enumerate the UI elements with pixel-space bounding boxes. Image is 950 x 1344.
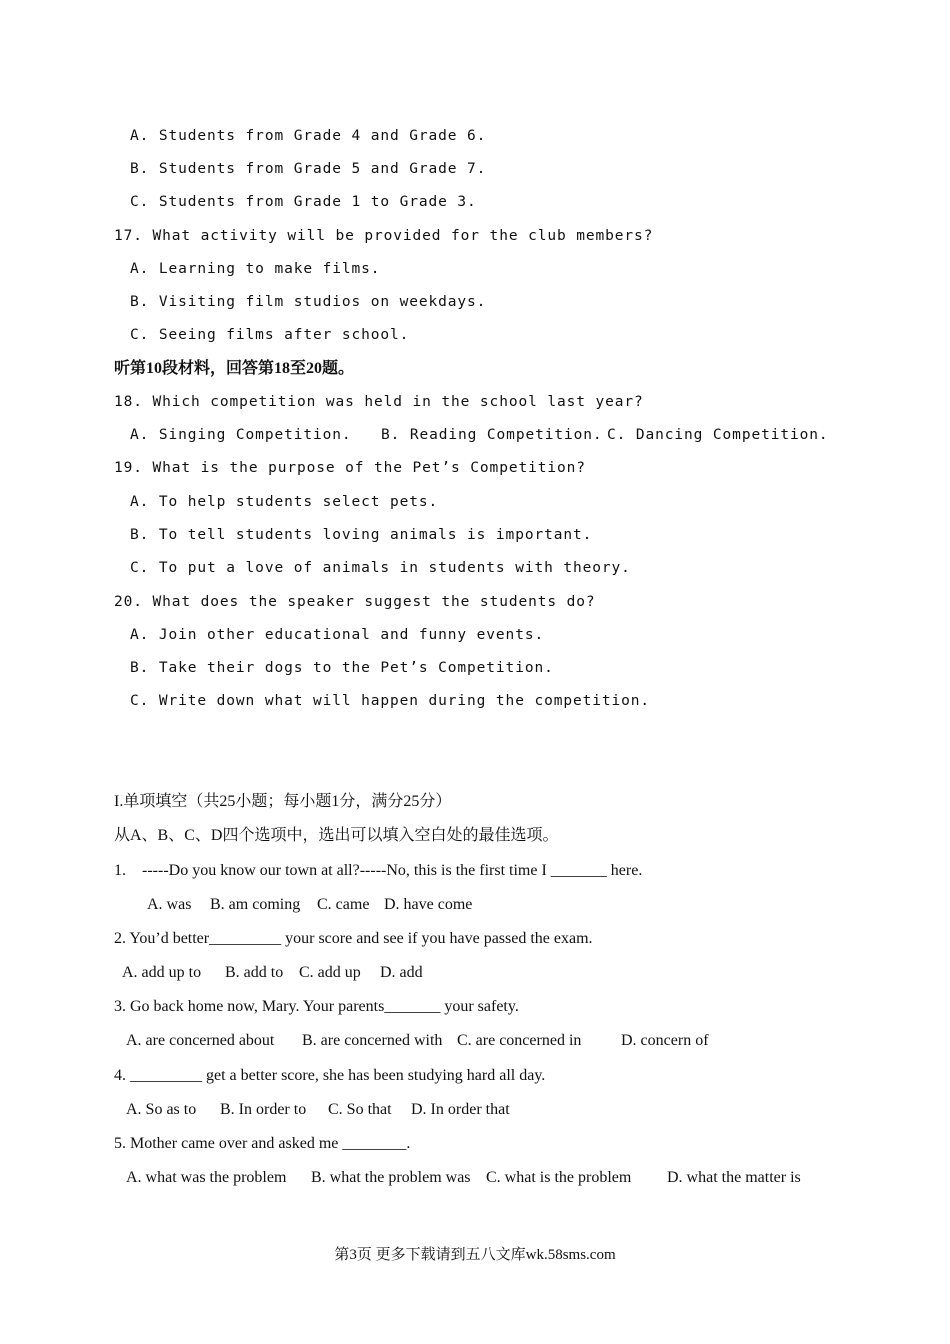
q17-option-a: A. Learning to make films. xyxy=(130,261,381,277)
q1-option-c: C. came xyxy=(317,896,370,913)
q1-option-d: D. have come xyxy=(384,896,473,913)
q2-option-a: A. add up to xyxy=(122,964,202,981)
q2-stem: 2. You’d better_________ your score and see if you have passed the exam. xyxy=(114,930,593,947)
q3-option-b: B. are concerned with xyxy=(302,1032,443,1049)
q1-option-a: A. was xyxy=(147,896,192,913)
q2-option-b: B. add to xyxy=(225,964,284,981)
q17-option-c: C. Seeing films after school. xyxy=(130,327,410,343)
q16-option-c: C. Students from Grade 1 to Grade 3. xyxy=(130,194,477,210)
q4-option-b: B. In order to xyxy=(220,1101,307,1118)
q1-number: 1. xyxy=(114,862,126,879)
q1-stem: -----Do you know our town at all?-----No, this is the first time I _______ here. xyxy=(142,862,643,879)
page-footer: 第3页 更多下载请到五八文库wk.58sms.com xyxy=(334,1247,616,1263)
q19-option-b: B. To tell students loving animals is important. xyxy=(130,527,593,543)
q16-option-b: B. Students from Grade 5 and Grade 7. xyxy=(130,161,487,177)
q18-option-b: B. Reading Competition. xyxy=(381,427,603,443)
q2-option-c: C. add up xyxy=(299,964,361,981)
section-instruction: 从A、B、C、D四个选项中，选出可以填入空白处的最佳选项。 xyxy=(114,827,559,844)
q5-option-c: C. what is the problem xyxy=(486,1169,632,1186)
q5-option-a: A. what was the problem xyxy=(126,1169,287,1186)
q20-option-a: A. Join other educational and funny events. xyxy=(130,627,545,643)
section-title: I.单项填空（共25小题；每小题1分，满分25分） xyxy=(114,793,452,810)
q16-option-a: A. Students from Grade 4 and Grade 6. xyxy=(130,128,487,144)
q3-option-d: D. concern of xyxy=(621,1032,709,1049)
q4-option-c: C. So that xyxy=(328,1101,392,1118)
q4-option-a: A. So as to xyxy=(126,1101,197,1118)
q3-option-c: C. are concerned in xyxy=(457,1032,582,1049)
q5-option-d: D. what the matter is xyxy=(667,1169,801,1186)
section-header: 听第10段材料，回答第18至20题。 xyxy=(114,360,355,377)
q19-option-a: A. To help students select pets. xyxy=(130,494,439,510)
q19-question: 19. What is the purpose of the Pet’s Competition? xyxy=(114,460,586,476)
q5-option-b: B. what the problem was xyxy=(311,1169,471,1186)
q18-question: 18. Which competition was held in the school last year? xyxy=(114,394,644,410)
q4-stem: 4. _________ get a better score, she has been studying hard all day. xyxy=(114,1067,546,1084)
q2-option-d: D. add xyxy=(380,964,423,981)
q20-option-b: B. Take their dogs to the Pet’s Competition. xyxy=(130,660,554,676)
q18-option-c: C. Dancing Competition. xyxy=(607,427,829,443)
q5-stem: 5. Mother came over and asked me ________. xyxy=(114,1135,411,1152)
q3-stem: 3. Go back home now, Mary. Your parents_______ your safety. xyxy=(114,998,519,1015)
q20-option-c: C. Write down what will happen during the competition. xyxy=(130,693,651,709)
q3-option-a: A. are concerned about xyxy=(126,1032,275,1049)
q17-option-b: B. Visiting film studios on weekdays. xyxy=(130,294,487,310)
q19-option-c: C. To put a love of animals in students with theory. xyxy=(130,560,631,576)
q1-option-b: B. am coming xyxy=(210,896,301,913)
q17-question: 17. What activity will be provided for the club members? xyxy=(114,228,654,244)
q18-option-a: A. Singing Competition. xyxy=(130,427,352,443)
q4-option-d: D. In order that xyxy=(411,1101,510,1118)
q20-question: 20. What does the speaker suggest the students do? xyxy=(114,594,596,610)
